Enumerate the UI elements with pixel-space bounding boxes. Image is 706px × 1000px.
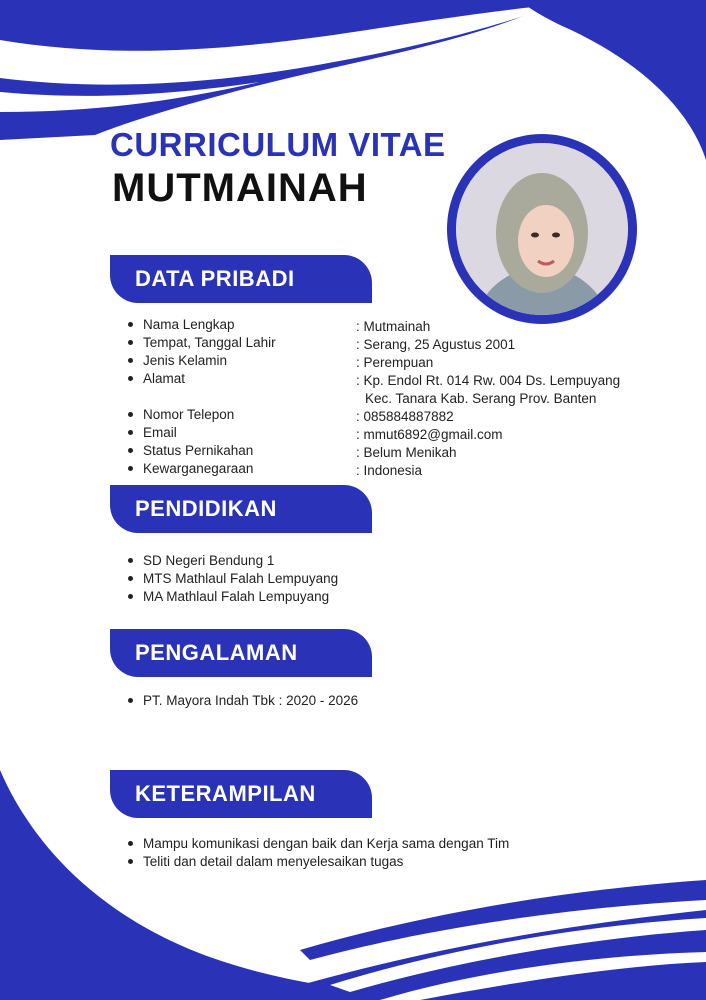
value-jenis-kelamin: : Perempuan <box>356 355 434 370</box>
value-email: : mmut6892@gmail.com <box>356 427 503 442</box>
list-item: Mampu komunikasi dengan baik dan Kerja sama dengan Tim <box>127 835 509 853</box>
label-tempat-tanggal-lahir: Tempat, Tanggal Lahir <box>127 334 276 352</box>
personal-labels-list <box>127 316 276 478</box>
section-header-pendidikan: PENDIDIKAN <box>110 485 372 533</box>
education-list <box>127 552 338 606</box>
experience-list <box>127 692 358 710</box>
value-kewarganegaraan: : Indonesia <box>356 463 423 478</box>
value-nama-lengkap: : Mutmainah <box>356 319 431 334</box>
personal-values-list <box>356 318 620 480</box>
list-item: SD Negeri Bendung 1 <box>127 552 338 570</box>
label-email: Email <box>127 424 276 442</box>
label-alamat: Alamat <box>127 370 276 388</box>
label-status-pernikahan: Status Pernikahan <box>127 442 276 460</box>
label-jenis-kelamin: Jenis Kelamin <box>127 352 276 370</box>
section-header-data-pribadi: DATA PRIBADI <box>110 255 372 303</box>
value-status-pernikahan: : Belum Menikah <box>356 445 457 460</box>
label-nomor-telepon: Nomor Telepon <box>127 406 276 424</box>
list-item: MA Mathlaul Falah Lempuyang <box>127 588 338 606</box>
label-kewarganegaraan: Kewarganegaraan <box>127 460 276 478</box>
section-header-keterampilan: KETERAMPILAN <box>110 770 372 818</box>
profile-photo <box>456 143 628 315</box>
list-item: PT. Mayora Indah Tbk : 2020 - 2026 <box>127 692 358 710</box>
label-nama-lengkap: Nama Lengkap <box>127 316 276 334</box>
list-item: MTS Mathlaul Falah Lempuyang <box>127 570 338 588</box>
value-alamat-line2: Kec. Tanara Kab. Serang Prov. Banten <box>365 391 597 406</box>
person-name: MUTMAINAH <box>112 166 368 210</box>
list-item: Teliti dan detail dalam menyelesaikan tugas <box>127 853 509 871</box>
cv-title: CURRICULUM VITAE <box>110 126 446 163</box>
value-alamat: : Kp. Endol Rt. 014 Rw. 004 Ds. Lempuyang <box>356 373 621 388</box>
value-tempat-tanggal-lahir: : Serang, 25 Agustus 2001 <box>356 337 516 352</box>
section-header-pengalaman: PENGALAMAN <box>110 629 372 677</box>
skills-list <box>127 835 509 871</box>
value-nomor-telepon: : 085884887882 <box>356 409 454 424</box>
